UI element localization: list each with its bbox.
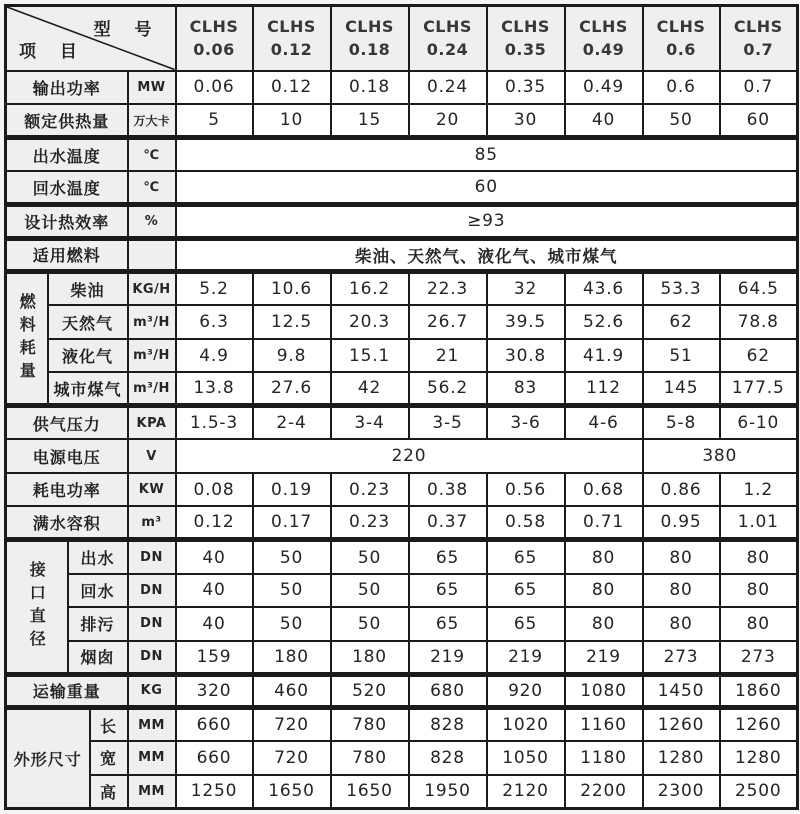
data-cell: 53.3: [643, 272, 720, 306]
unit-cell: KPA: [128, 406, 176, 440]
data-cell: 13.8: [176, 372, 253, 406]
data-cell: 80: [643, 540, 720, 574]
data-cell: 65: [487, 540, 565, 574]
row-label: 排污: [68, 607, 128, 641]
data-cell: 0.17: [253, 506, 331, 540]
data-cell: 4-6: [565, 406, 643, 440]
data-cell: 1180: [565, 741, 643, 775]
merged-data-cell: 380: [643, 439, 798, 473]
data-cell: 40: [176, 540, 253, 574]
table-row: [6, 540, 798, 574]
unit-cell: V: [128, 439, 176, 473]
data-cell: 180: [331, 641, 409, 675]
row-label: 设计热效率: [6, 205, 128, 239]
data-cell: 51: [643, 339, 720, 373]
model-header: [253, 6, 331, 71]
data-cell: 52.6: [565, 305, 643, 339]
data-cell: 520: [331, 674, 409, 708]
model-size: 0.06: [193, 40, 235, 60]
data-cell: 10.6: [253, 272, 331, 306]
model-header: [409, 6, 487, 71]
merged-data-cell: 220: [176, 439, 643, 473]
table-row: [6, 406, 798, 440]
model-size: 0.35: [504, 40, 547, 60]
table-row: [6, 104, 798, 138]
table-row: [6, 171, 798, 205]
table-row: [6, 272, 798, 306]
corner-model-label: 型 号: [93, 20, 161, 40]
data-cell: 1650: [253, 775, 331, 809]
row-label: 耗电功率: [6, 473, 128, 507]
unit-cell: 万大卡: [128, 104, 176, 138]
data-cell: 1450: [643, 674, 720, 708]
row-label: 运输重量: [6, 674, 128, 708]
data-cell: 660: [176, 708, 253, 742]
data-cell: 1950: [409, 775, 487, 809]
data-cell: 0.37: [409, 506, 487, 540]
data-cell: 0.68: [565, 473, 643, 507]
model-size: 0.24: [426, 40, 469, 60]
row-label: 电源电压: [6, 439, 128, 473]
model-series: CLHS: [733, 17, 783, 37]
row-label: 高: [90, 775, 128, 809]
data-cell: 0.23: [331, 473, 409, 507]
data-cell: 1.01: [720, 506, 798, 540]
data-cell: 0.56: [487, 473, 565, 507]
data-cell: 0.86: [643, 473, 720, 507]
unit-cell: %: [128, 205, 176, 239]
row-label: 出水温度: [6, 138, 128, 172]
data-cell: 1280: [720, 741, 798, 775]
row-label: 输出功率: [6, 71, 128, 105]
data-cell: 273: [643, 641, 720, 675]
row-label: 供气压力: [6, 406, 128, 440]
data-cell: 680: [409, 674, 487, 708]
header-row: [6, 6, 798, 71]
data-cell: 320: [176, 674, 253, 708]
model-series: CLHS: [345, 17, 394, 37]
model-series: CLHS: [189, 17, 239, 37]
unit-cell: ℃: [128, 138, 176, 172]
group-label: 外形尺寸: [6, 708, 90, 809]
data-cell: 50: [253, 607, 331, 641]
model-series: CLHS: [423, 17, 472, 37]
data-cell: 6.3: [176, 305, 253, 339]
data-cell: 20.3: [331, 305, 409, 339]
table-row: [6, 238, 798, 272]
group-label: 接口直径: [6, 540, 68, 674]
data-cell: 145: [643, 372, 720, 406]
data-cell: 80: [565, 540, 643, 574]
data-cell: 65: [487, 607, 565, 641]
data-cell: 0.19: [253, 473, 331, 507]
data-cell: 780: [331, 708, 409, 742]
data-cell: 60: [720, 104, 798, 138]
data-cell: 780: [331, 741, 409, 775]
data-cell: 40: [176, 574, 253, 608]
data-cell: 20: [409, 104, 487, 138]
data-cell: 2200: [565, 775, 643, 809]
data-cell: 180: [253, 641, 331, 675]
table-row: [6, 339, 798, 373]
data-cell: 0.6: [643, 71, 720, 105]
row-label: 宽: [90, 741, 128, 775]
corner-cell: [6, 6, 176, 71]
data-cell: 65: [409, 607, 487, 641]
model-series: CLHS: [267, 17, 316, 37]
data-cell: 62: [643, 305, 720, 339]
data-cell: 0.06: [176, 71, 253, 105]
data-cell: 43.6: [565, 272, 643, 306]
table-row: [6, 674, 798, 708]
data-cell: 0.18: [331, 71, 409, 105]
table-row: [6, 205, 798, 239]
model-size: 0.49: [582, 40, 625, 60]
spec-table: [4, 4, 799, 810]
data-cell: 273: [720, 641, 798, 675]
model-size: 0.18: [348, 40, 391, 60]
unit-cell: KG/H: [128, 272, 176, 306]
table-row: [6, 708, 798, 742]
table-row: [6, 138, 798, 172]
data-cell: 0.38: [409, 473, 487, 507]
row-label: 柴油: [48, 272, 128, 306]
data-cell: 30: [487, 104, 565, 138]
data-cell: 828: [409, 708, 487, 742]
unit-cell: MM: [128, 775, 176, 809]
data-cell: 720: [253, 741, 331, 775]
row-label: 额定供热量: [6, 104, 128, 138]
data-cell: 0.71: [565, 506, 643, 540]
model-series: CLHS: [501, 17, 550, 37]
model-size: 0.7: [743, 40, 774, 60]
data-cell: 2300: [643, 775, 720, 809]
model-header: [331, 6, 409, 71]
table-row: [6, 506, 798, 540]
model-series: CLHS: [656, 17, 706, 37]
data-cell: 0.7: [720, 71, 798, 105]
data-cell: 62: [720, 339, 798, 373]
table-row: [6, 372, 798, 406]
data-cell: 1020: [487, 708, 565, 742]
data-cell: 80: [720, 574, 798, 608]
data-cell: 39.5: [487, 305, 565, 339]
data-cell: 32: [487, 272, 565, 306]
data-cell: 1650: [331, 775, 409, 809]
data-cell: 1160: [565, 708, 643, 742]
unit-cell: m³: [128, 506, 176, 540]
data-cell: 0.23: [331, 506, 409, 540]
data-cell: 50: [253, 574, 331, 608]
table-row: [6, 305, 798, 339]
data-cell: 80: [643, 607, 720, 641]
data-cell: 2500: [720, 775, 798, 809]
data-cell: 50: [643, 104, 720, 138]
data-cell: 5.2: [176, 272, 253, 306]
unit-cell: ℃: [128, 171, 176, 205]
data-cell: 21: [409, 339, 487, 373]
unit-cell: m³/H: [128, 339, 176, 373]
data-cell: 219: [409, 641, 487, 675]
data-cell: 0.08: [176, 473, 253, 507]
data-cell: 177.5: [720, 372, 798, 406]
merged-data-cell: 85: [176, 138, 798, 172]
model-header: [643, 6, 720, 71]
unit-cell: MW: [128, 71, 176, 105]
data-cell: 0.35: [487, 71, 565, 105]
row-label: 满水容积: [6, 506, 128, 540]
data-cell: 80: [565, 574, 643, 608]
data-cell: 65: [487, 574, 565, 608]
data-cell: 40: [176, 607, 253, 641]
data-cell: 0.24: [409, 71, 487, 105]
table-row: [6, 741, 798, 775]
row-label: 长: [90, 708, 128, 742]
data-cell: 64.5: [720, 272, 798, 306]
data-cell: 660: [176, 741, 253, 775]
data-cell: 1280: [643, 741, 720, 775]
data-cell: 0.12: [253, 71, 331, 105]
model-header: [487, 6, 565, 71]
data-cell: 40: [565, 104, 643, 138]
data-cell: 15.1: [331, 339, 409, 373]
data-cell: 42: [331, 372, 409, 406]
data-cell: 78.8: [720, 305, 798, 339]
data-cell: 5-8: [643, 406, 720, 440]
table-row: [6, 71, 798, 105]
data-cell: 80: [565, 607, 643, 641]
data-cell: 1050: [487, 741, 565, 775]
unit-cell: KG: [128, 674, 176, 708]
data-cell: 50: [331, 574, 409, 608]
merged-data-cell: ≥93: [176, 205, 798, 239]
model-header: [176, 6, 253, 71]
data-cell: 15: [331, 104, 409, 138]
unit-cell: [128, 238, 176, 272]
merged-data-cell: 60: [176, 171, 798, 205]
data-cell: 30.8: [487, 339, 565, 373]
data-cell: 65: [409, 574, 487, 608]
unit-cell: KW: [128, 473, 176, 507]
data-cell: 1250: [176, 775, 253, 809]
table-row: [6, 473, 798, 507]
row-label: 天然气: [48, 305, 128, 339]
row-label: 出水: [68, 540, 128, 574]
data-cell: 460: [253, 674, 331, 708]
unit-cell: m³/H: [128, 372, 176, 406]
unit-cell: m³/H: [128, 305, 176, 339]
row-label: 液化气: [48, 339, 128, 373]
data-cell: 80: [720, 607, 798, 641]
model-size: 0.12: [270, 40, 313, 60]
unit-cell: DN: [128, 641, 176, 675]
data-cell: 0.58: [487, 506, 565, 540]
data-cell: 112: [565, 372, 643, 406]
table-row: [6, 574, 798, 608]
model-size: 0.6: [666, 40, 696, 60]
unit-cell: MM: [128, 708, 176, 742]
table-row: [6, 607, 798, 641]
row-label: 回水温度: [6, 171, 128, 205]
data-cell: 16.2: [331, 272, 409, 306]
data-cell: 0.49: [565, 71, 643, 105]
model-header: [720, 6, 798, 71]
data-cell: 3-5: [409, 406, 487, 440]
data-cell: 22.3: [409, 272, 487, 306]
group-label: 燃料耗量: [6, 272, 48, 406]
data-cell: 1.5-3: [176, 406, 253, 440]
table-row: [6, 775, 798, 809]
data-cell: 41.9: [565, 339, 643, 373]
data-cell: 0.95: [643, 506, 720, 540]
merged-data-cell: 柴油、天然气、液化气、城市煤气: [176, 238, 798, 272]
model-header: [565, 6, 643, 71]
data-cell: 65: [409, 540, 487, 574]
row-label: 城市煤气: [48, 372, 128, 406]
data-cell: 1080: [565, 674, 643, 708]
unit-cell: DN: [128, 574, 176, 608]
data-cell: 4.9: [176, 339, 253, 373]
data-cell: 2-4: [253, 406, 331, 440]
data-cell: 219: [565, 641, 643, 675]
data-cell: 920: [487, 674, 565, 708]
model-series: CLHS: [579, 17, 628, 37]
data-cell: 50: [331, 540, 409, 574]
row-label: 烟囱: [68, 641, 128, 675]
data-cell: 56.2: [409, 372, 487, 406]
row-label: 适用燃料: [6, 238, 128, 272]
table-row: [6, 641, 798, 675]
data-cell: 26.7: [409, 305, 487, 339]
data-cell: 0.12: [176, 506, 253, 540]
data-cell: 27.6: [253, 372, 331, 406]
data-cell: 80: [643, 574, 720, 608]
data-cell: 1260: [643, 708, 720, 742]
row-label: 回水: [68, 574, 128, 608]
data-cell: 828: [409, 741, 487, 775]
data-cell: 83: [487, 372, 565, 406]
corner-item-label: 项 目: [19, 41, 86, 62]
data-cell: 12.5: [253, 305, 331, 339]
data-cell: 50: [253, 540, 331, 574]
data-cell: 5: [176, 104, 253, 138]
data-cell: 1860: [720, 674, 798, 708]
unit-cell: DN: [128, 540, 176, 574]
unit-cell: DN: [128, 607, 176, 641]
data-cell: 3-4: [331, 406, 409, 440]
table-row: [6, 439, 798, 473]
data-cell: 720: [253, 708, 331, 742]
data-cell: 3-6: [487, 406, 565, 440]
data-cell: 9.8: [253, 339, 331, 373]
data-cell: 80: [720, 540, 798, 574]
data-cell: 1260: [720, 708, 798, 742]
data-cell: 50: [331, 607, 409, 641]
data-cell: 10: [253, 104, 331, 138]
data-cell: 219: [487, 641, 565, 675]
data-cell: 1.2: [720, 473, 798, 507]
unit-cell: MM: [128, 741, 176, 775]
data-cell: 6-10: [720, 406, 798, 440]
data-cell: 159: [176, 641, 253, 675]
data-cell: 2120: [487, 775, 565, 809]
